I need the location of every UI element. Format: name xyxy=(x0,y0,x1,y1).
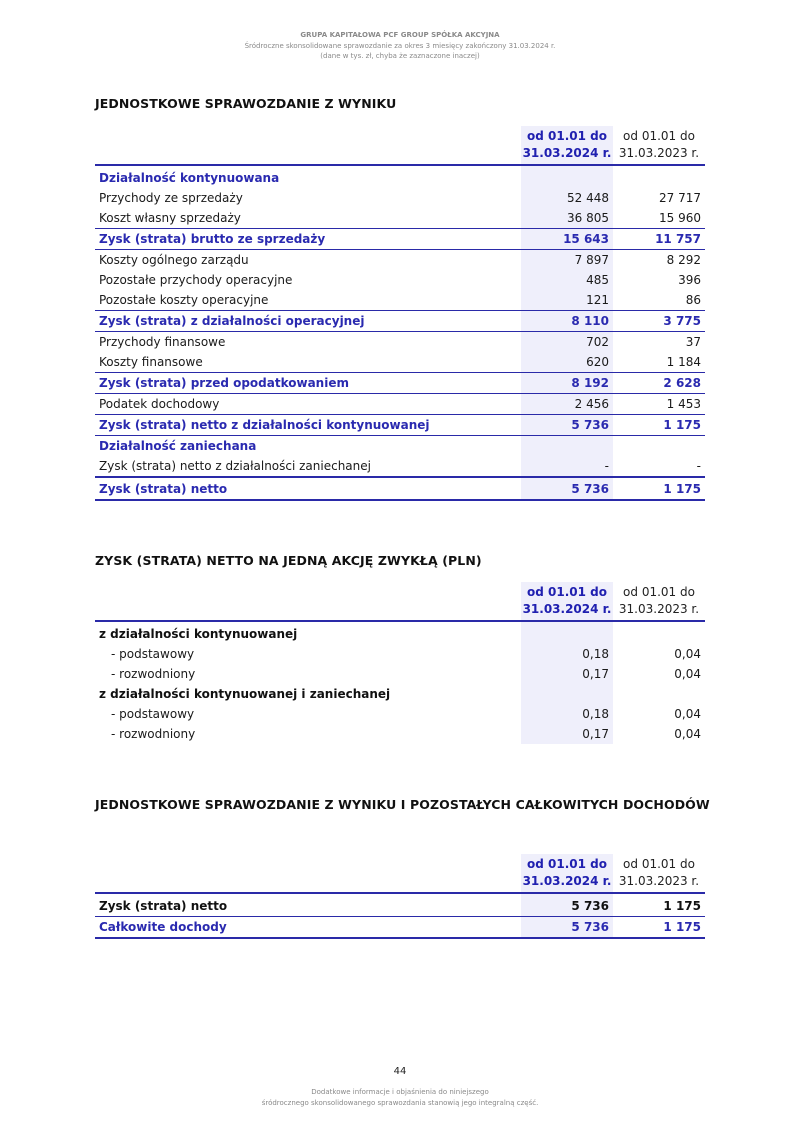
row-label: Działalność kontynuowana xyxy=(99,171,280,185)
previous-value: - xyxy=(696,459,701,473)
current-value: 8 192 xyxy=(521,373,613,394)
row-label: - podstawowy xyxy=(111,647,195,661)
current-value: 0,17 xyxy=(521,664,613,684)
previous-value: 1 184 xyxy=(666,355,701,369)
net-profit-row xyxy=(95,896,705,917)
previous-value: 0,04 xyxy=(674,707,701,721)
row-label: Zysk (strata) netto z działalności zaniechanej xyxy=(99,459,371,473)
previous-value: 1 175 xyxy=(613,477,705,500)
previous-value: 37 xyxy=(685,335,701,349)
current-value xyxy=(521,168,613,188)
subtotal-row xyxy=(95,311,705,332)
table-row xyxy=(95,290,705,311)
previous-value: 1 175 xyxy=(613,896,705,917)
previous-value xyxy=(613,168,705,188)
header-previous-period: od 01.01 do 31.03.2023 r. xyxy=(613,582,705,621)
company-name: GRUPA KAPITAŁOWA PCF GROUP SPÓŁKA AKCYJNA xyxy=(300,31,500,39)
table-row xyxy=(95,332,705,353)
current-value: 485 xyxy=(521,270,613,290)
footer-note xyxy=(0,1087,800,1109)
previous-value: 11 757 xyxy=(613,229,705,250)
table-row xyxy=(95,644,705,664)
row-label: Całkowite dochody xyxy=(95,917,521,939)
header-label-cell xyxy=(95,854,521,893)
row-label: Zysk (strata) netto xyxy=(95,896,521,917)
header-current-period: od 01.01 do 31.03.2024 r. xyxy=(521,582,613,621)
previous-value xyxy=(613,436,705,457)
table-row xyxy=(95,168,705,188)
current-value xyxy=(521,684,613,704)
previous-value: 396 xyxy=(678,273,701,287)
total-comprehensive-income-row xyxy=(95,917,705,939)
table-row xyxy=(95,724,705,744)
subtotal-row xyxy=(95,415,705,436)
previous-value: 15 960 xyxy=(659,211,701,225)
current-value: 702 xyxy=(521,332,613,353)
previous-value: 27 717 xyxy=(659,191,701,205)
row-label: - podstawowy xyxy=(111,707,195,721)
current-value: 5 736 xyxy=(521,415,613,436)
table-row xyxy=(95,664,705,684)
table-row xyxy=(95,208,705,229)
header-label-cell xyxy=(95,582,521,621)
current-value: - xyxy=(521,456,613,477)
row-label: Zysk (strata) z działalności operacyjnej xyxy=(95,311,521,332)
income-statement-title: JEDNOSTKOWE SPRAWOZDANIE Z WYNIKU xyxy=(95,96,397,111)
footer-note-line: Dodatkowe informacje i objaśnienia do niniejszego xyxy=(311,1088,489,1096)
previous-value: 1 175 xyxy=(613,415,705,436)
previous-value: 0,04 xyxy=(674,667,701,681)
net-profit-row xyxy=(95,477,705,500)
current-value: 2 456 xyxy=(521,394,613,415)
footer-note-line: śródrocznego skonsolidowanego sprawozdania stanowią jego integralną część. xyxy=(261,1099,539,1107)
header-current-period: od 01.01 do 31.03.2024 r. xyxy=(521,854,613,893)
document-header xyxy=(0,30,800,62)
eps-title: ZYSK (STRATA) NETTO NA JEDNĄ AKCJĘ ZWYKŁĄ (PLN) xyxy=(95,553,482,568)
current-value: 0,18 xyxy=(521,644,613,664)
current-value: 5 736 xyxy=(521,917,613,939)
previous-value xyxy=(613,624,705,644)
row-label: - rozwodniony xyxy=(111,667,196,681)
row-label: z działalności kontynuowanej i zaniechanej xyxy=(99,687,391,701)
previous-value xyxy=(613,684,705,704)
current-value xyxy=(521,436,613,457)
table-row xyxy=(95,456,705,477)
table-row xyxy=(95,394,705,415)
row-label: Koszt własny sprzedaży xyxy=(99,211,241,225)
previous-value: 0,04 xyxy=(674,647,701,661)
table-row xyxy=(95,188,705,208)
table-header-row xyxy=(95,854,705,893)
row-label: Zysk (strata) przed opodatkowaniem xyxy=(95,373,521,394)
table-header-row xyxy=(95,126,705,165)
table-row xyxy=(95,704,705,724)
table-row xyxy=(95,436,705,457)
current-value: 7 897 xyxy=(521,250,613,271)
row-label: Zysk (strata) netto z działalności kontynuowanej xyxy=(95,415,521,436)
row-label: Pozostałe koszty operacyjne xyxy=(99,293,269,307)
table-row xyxy=(95,270,705,290)
units-note: (dane w tys. zł, chyba że zaznaczone inaczej) xyxy=(320,52,480,60)
current-value: 52 448 xyxy=(521,188,613,208)
report-subtitle: Śródroczne skonsolidowane sprawozdanie za okres 3 miesięcy zakończony 31.03.2024 r. xyxy=(244,41,556,50)
previous-value: 1 175 xyxy=(613,917,705,939)
previous-value: 1 453 xyxy=(666,397,701,411)
table-row xyxy=(95,352,705,373)
table-row xyxy=(95,624,705,644)
current-value: 121 xyxy=(521,290,613,311)
eps-table xyxy=(95,582,705,744)
row-label: z działalności kontynuowanej xyxy=(99,627,298,641)
subtotal-row xyxy=(95,373,705,394)
table-header-row xyxy=(95,582,705,621)
current-value: 620 xyxy=(521,352,613,373)
current-value xyxy=(521,624,613,644)
row-label: Działalność zaniechana xyxy=(99,439,257,453)
row-label: Podatek dochodowy xyxy=(99,397,220,411)
current-value: 5 736 xyxy=(521,477,613,500)
current-value: 0,18 xyxy=(521,704,613,724)
previous-value: 0,04 xyxy=(674,727,701,741)
previous-value: 3 775 xyxy=(613,311,705,332)
current-value: 8 110 xyxy=(521,311,613,332)
header-previous-period: od 01.01 do 31.03.2023 r. xyxy=(613,854,705,893)
header-label-cell xyxy=(95,126,521,165)
current-value: 0,17 xyxy=(521,724,613,744)
previous-value: 2 628 xyxy=(613,373,705,394)
current-value: 36 805 xyxy=(521,208,613,229)
previous-value: 8 292 xyxy=(666,253,701,267)
comprehensive-income-table xyxy=(95,854,705,939)
row-label: Zysk (strata) netto xyxy=(95,477,521,500)
row-label: - rozwodniony xyxy=(111,727,196,741)
subtotal-row xyxy=(95,229,705,250)
previous-value: 86 xyxy=(685,293,701,307)
row-label: Zysk (strata) brutto ze sprzedaży xyxy=(95,229,521,250)
income-statement-table xyxy=(95,126,705,501)
header-current-period: od 01.01 do 31.03.2024 r. xyxy=(521,126,613,165)
row-label: Przychody finansowe xyxy=(99,335,226,349)
table-row xyxy=(95,684,705,704)
comprehensive-income-title: JEDNOSTKOWE SPRAWOZDANIE Z WYNIKU I POZOSTAŁYCH CAŁKOWITYCH DOCHODÓW xyxy=(95,797,710,812)
row-label: Przychody ze sprzedaży xyxy=(99,191,243,205)
page-number: 44 xyxy=(393,1066,407,1077)
header-previous-period: od 01.01 do 31.03.2023 r. xyxy=(613,126,705,165)
row-label: Koszty ogólnego zarządu xyxy=(99,253,249,267)
table-row xyxy=(95,250,705,271)
row-label: Koszty finansowe xyxy=(99,355,203,369)
current-value: 15 643 xyxy=(521,229,613,250)
current-value: 5 736 xyxy=(521,896,613,917)
row-label: Pozostałe przychody operacyjne xyxy=(99,273,293,287)
